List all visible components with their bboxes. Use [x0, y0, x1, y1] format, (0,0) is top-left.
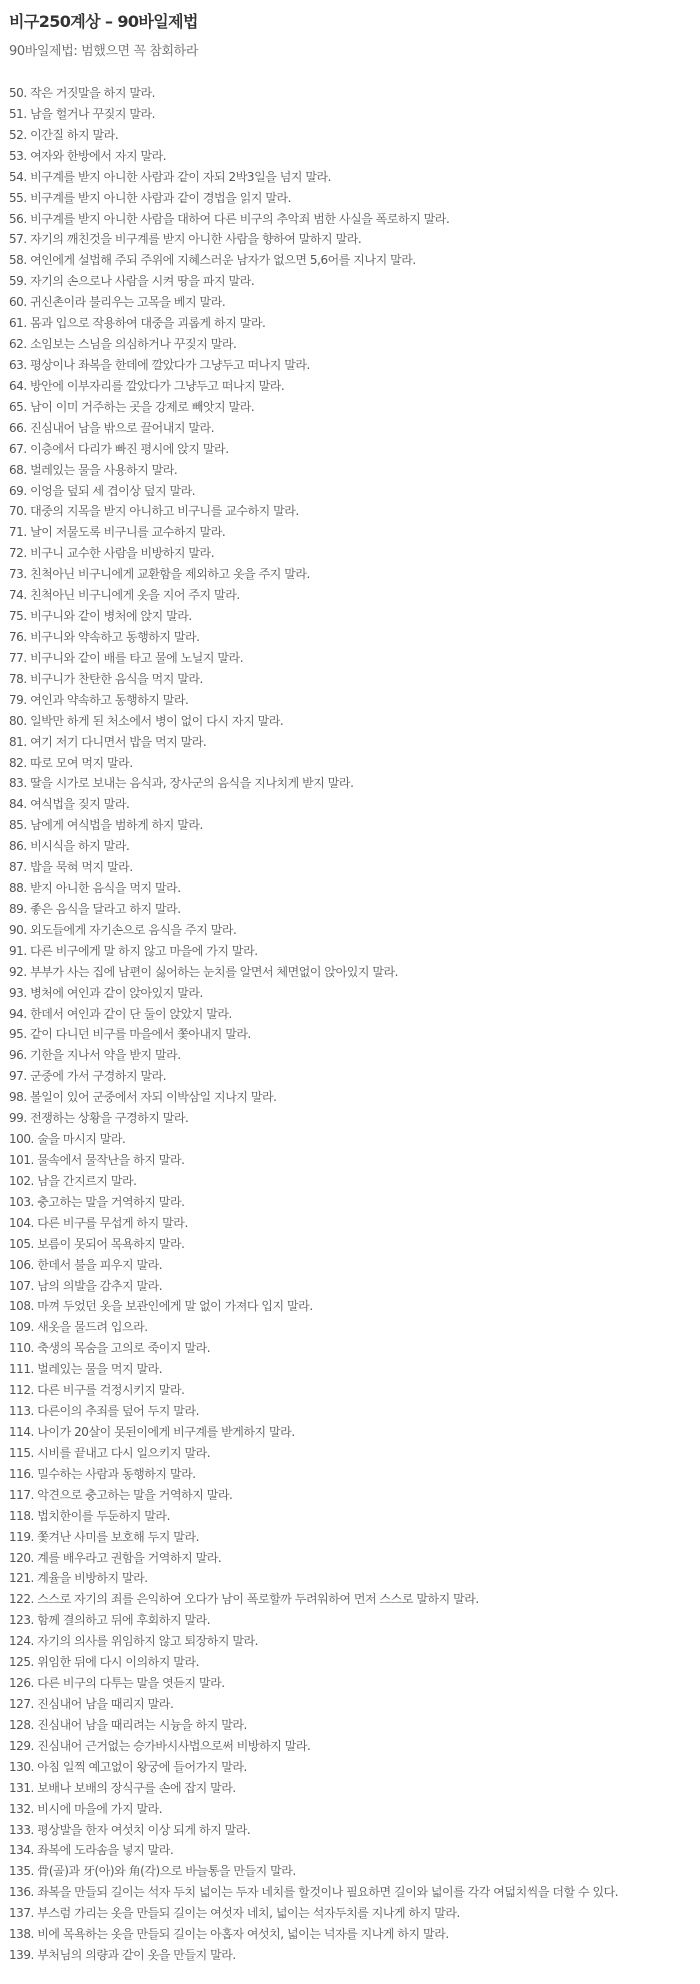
rule-item: 65. 남이 이미 거주하는 곳을 강제로 빼앗지 말라.: [9, 399, 255, 414]
page-title: 비구250계상 – 90바일제법: [9, 12, 198, 31]
rule-item: 104. 다른 비구를 무섭게 하지 말라.: [9, 1215, 188, 1230]
rule-item: 130. 아침 일찍 예고없이 왕궁에 들어가지 말라.: [9, 1759, 247, 1774]
rule-item: 98. 볼일이 있어 군중에서 자되 이박삼일 지나지 말라.: [9, 1090, 277, 1105]
rule-item: 91. 다른 비구에게 말 하지 않고 마을에 가지 말라.: [9, 943, 258, 958]
rule-item: 100. 술을 마시지 말라.: [9, 1132, 126, 1147]
rule-item: 95. 같이 다니던 비구를 마을에서 쫓아내지 말라.: [9, 1027, 251, 1042]
rule-item: 127. 진심내어 남을 때리지 말라.: [9, 1696, 174, 1711]
rule-item: 137. 부스럼 가리는 옷을 만들되 길이는 여섯자 네치, 넓이는 석자두치를 지나게 하지 말라.: [9, 1906, 460, 1921]
rule-item: 110. 축생의 목숨을 고의로 죽이지 말라.: [9, 1341, 211, 1356]
rule-item: 124. 자기의 의사를 위임하지 않고 퇴장하지 말라.: [9, 1634, 259, 1649]
rule-item: 58. 여인에게 설법해 주되 주위에 지혜스러운 남자가 없으면 5,6어를 지나지 말라.: [9, 253, 416, 268]
rule-item: 125. 위임한 뒤에 다시 이의하지 말라.: [9, 1655, 199, 1670]
rule-item: 115. 시비를 끝내고 다시 일으키지 말라.: [9, 1445, 211, 1460]
rule-item: 117. 악견으로 충고하는 말을 거역하지 말라.: [9, 1487, 233, 1502]
rule-item: 62. 소임보는 스님을 의심하거나 꾸짖지 말라.: [9, 337, 237, 352]
rule-item: 139. 부처님의 의량과 같이 옷을 만들지 말라.: [9, 1948, 236, 1963]
rule-item: 71. 날이 저물도록 비구니를 교수하지 말라.: [9, 525, 226, 540]
rule-item: 122. 스스로 자기의 죄를 은익하여 오다가 남이 폭로할까 두려워하여 먼저 스스로 말하지 말라.: [9, 1592, 479, 1607]
rule-item: 129. 진심내어 근거없는 승가바시사법으로써 비방하지 말라.: [9, 1738, 311, 1753]
rule-item: 92. 부부가 사는 집에 남편이 싫어하는 눈치를 알면서 체면없이 앉아있지 말라.: [9, 964, 399, 979]
rules-list: [9, 83, 699, 1966]
rule-item: 138. 비에 목욕하는 옷을 만들되 길이는 아홉자 여섯치, 넓이는 넉자를 지나게 하지 말라.: [9, 1927, 449, 1942]
rule-item: 109. 새옷을 물드려 입으라.: [9, 1320, 148, 1335]
rule-item: 131. 보배나 보배의 장식구를 손에 잡지 말라.: [9, 1780, 236, 1795]
rule-item: 113. 다른이의 추죄를 덮어 두지 말라.: [9, 1404, 199, 1419]
rule-item: 80. 일박만 하게 된 처소에서 병이 없이 다시 자지 말라.: [9, 713, 284, 728]
rule-item: 52. 이간질 하지 말라.: [9, 127, 119, 142]
rule-item: 56. 비구계를 받지 아니한 사람을 대하여 다른 비구의 추악죄 범한 사실을 폭로하지 말라.: [9, 211, 450, 226]
rule-item: 53. 여자와 한방에서 자지 말라.: [9, 148, 167, 163]
rule-item: 114. 나이가 20살이 못된이에게 비구계를 받게하지 말라.: [9, 1425, 295, 1439]
rule-item: 103. 충고하는 말을 거역하지 말라.: [9, 1194, 185, 1209]
rule-item: 83. 딸을 시가로 보내는 음식과, 장사군의 음식을 지나치게 받지 말라.: [9, 776, 354, 791]
rule-item: 121. 계율을 비방하지 말라.: [9, 1571, 148, 1586]
rule-item: 59. 자기의 손으로나 사람을 시켜 땅을 파지 말라.: [9, 274, 255, 289]
rule-item: 120. 계를 배우라고 권함을 거역하지 말라.: [9, 1550, 222, 1565]
rule-item: 79. 여인과 약속하고 동행하지 말라.: [9, 692, 189, 707]
rule-item: 57. 자기의 깨친것을 비구계를 받지 아니한 사람을 향하여 말하지 말라.: [9, 232, 362, 247]
rule-item: 63. 평상이나 좌복을 한데에 깔았다가 그냥두고 떠나지 말라.: [9, 357, 310, 372]
rule-item: 99. 전쟁하는 상황을 구경하지 말라.: [9, 1111, 189, 1126]
rule-item: 70. 대중의 지목을 받지 아니하고 비구니를 교수하지 말라.: [9, 504, 299, 519]
rule-item: 94. 한데서 여인과 같이 단 둘이 앉았지 말라.: [9, 1006, 232, 1021]
rule-item: 75. 비구니와 같이 병처에 앉지 말라.: [9, 609, 192, 624]
rule-item: 90. 외도들에게 자기손으로 음식을 주지 말라.: [9, 922, 237, 937]
rule-item: 118. 법치한이를 두둔하지 말라.: [9, 1508, 170, 1523]
rule-item: 81. 여기 저기 다니면서 밥을 먹지 말라.: [9, 734, 207, 749]
rule-item: 132. 비시에 마을에 가지 말라.: [9, 1801, 163, 1816]
rule-item: 84. 여식법을 짖지 말라.: [9, 797, 130, 812]
rule-item: 82. 따로 모여 먹지 말라.: [9, 755, 133, 770]
rule-item: 78. 비구니가 찬탄한 음식을 먹지 말라.: [9, 671, 203, 686]
rule-item: 102. 남을 간지르지 말라.: [9, 1173, 137, 1188]
rule-item: 67. 이층에서 다리가 빠진 평시에 앉지 말라.: [9, 441, 229, 456]
rule-item: 135. 骨(골)과 牙(아)와 角(각)으로 바늘통을 만들지 말라.: [9, 1864, 296, 1879]
rule-item: 105. 보름이 못되어 목욕하지 말라.: [9, 1236, 185, 1251]
rule-item: 54. 비구계를 받지 아니한 사람과 같이 자되 2박3일을 넘지 말라.: [9, 169, 332, 184]
rule-item: 50. 작은 거짓말을 하지 말라.: [9, 86, 155, 100]
rule-item: 112. 다른 비구를 걱정시키지 말라.: [9, 1383, 185, 1398]
rule-item: 128. 진심내어 남을 때리려는 시늉을 하지 말라.: [9, 1717, 247, 1732]
rule-item: 68. 벌레있는 물을 사용하지 말라.: [9, 462, 178, 477]
rule-item: 77. 비구니와 같이 배를 타고 물에 노닐지 말라.: [9, 650, 244, 665]
rule-item: 72. 비구니 교수한 사람을 비방하지 말라.: [9, 546, 215, 561]
rule-item: 97. 군중에 가서 구경하지 말라.: [9, 1069, 167, 1084]
rule-item: 119. 쫓겨난 사미를 보호해 두지 말라.: [9, 1529, 199, 1544]
page-subtitle: 90바일제법: 범했으면 꼭 참회하라: [9, 44, 198, 59]
rule-item: 69. 이엉을 덮되 세 겹이상 덮지 말라.: [9, 483, 196, 498]
rule-item: 123. 함께 결의하고 뒤에 후회하지 말라.: [9, 1613, 211, 1628]
rule-item: 86. 비시식을 하지 말라.: [9, 839, 130, 854]
rule-item: 106. 한데서 불을 피우지 말라.: [9, 1257, 163, 1272]
rule-item: 116. 밀수하는 사람과 동행하지 말라.: [9, 1466, 196, 1481]
rule-item: 60. 귀신촌이라 불리우는 고목을 베지 말라.: [9, 295, 226, 310]
rule-item: 136. 좌복을 만들되 길이는 석자 두치 넓이는 두자 네치를 할것이나 필요하면 길이와 넓이를 각각 여덟치씩을 더할 수 있다.: [9, 1885, 619, 1900]
rule-item: 61. 몸과 입으로 작용하여 대중을 괴롭게 하지 말라.: [9, 316, 266, 331]
rule-item: 85. 남에게 여식법을 범하게 하지 말라.: [9, 818, 203, 833]
rule-item: 126. 다른 비구의 다투는 말을 엿듣지 말라.: [9, 1676, 225, 1691]
rule-item: 101. 물속에서 물작난을 하지 말라.: [9, 1153, 185, 1168]
rule-item: 87. 밥을 묵혀 먹지 말라.: [9, 860, 133, 875]
rule-item: 74. 친척아닌 비구니에게 옷을 지어 주지 말라.: [9, 588, 240, 603]
rule-item: 66. 진심내어 남을 밖으로 끌어내지 말라.: [9, 420, 215, 435]
rule-item: 88. 받지 아니한 음식을 먹지 말라.: [9, 881, 181, 896]
rule-item: 93. 병처에 여인과 같이 앉아있지 말라.: [9, 985, 203, 1000]
rule-item: 96. 기한을 지나서 약을 받지 말라.: [9, 1048, 181, 1063]
rule-item: 89. 좋은 음식을 달라고 하지 말라.: [9, 901, 181, 916]
rule-item: 133. 평상발을 한자 여섯치 이상 되게 하지 말라.: [9, 1822, 251, 1837]
rule-item: 134. 좌복에 도라솜을 넣지 말라.: [9, 1843, 174, 1858]
rule-item: 64. 방안에 이부자리를 깔았다가 그냥두고 떠나지 말라.: [9, 378, 285, 393]
rule-item: 108. 마껴 두었던 옷을 보관인에게 말 없이 가져다 입지 말라.: [9, 1299, 313, 1314]
rule-item: 73. 친척아닌 비구니에게 교환함을 제외하고 옷을 주지 말라.: [9, 567, 310, 582]
rule-item: 107. 남의 의발을 감추지 말라.: [9, 1278, 163, 1293]
rule-item: 76. 비구니와 약속하고 동행하지 말라.: [9, 629, 200, 644]
rule-item: 51. 남을 헐거나 꾸짖지 말라.: [9, 106, 155, 121]
rule-item: 55. 비구계를 받지 아니한 사람과 같이 경법을 읽지 말라.: [9, 190, 291, 205]
rule-item: 111. 벌레있는 물을 먹지 말라.: [9, 1362, 163, 1377]
